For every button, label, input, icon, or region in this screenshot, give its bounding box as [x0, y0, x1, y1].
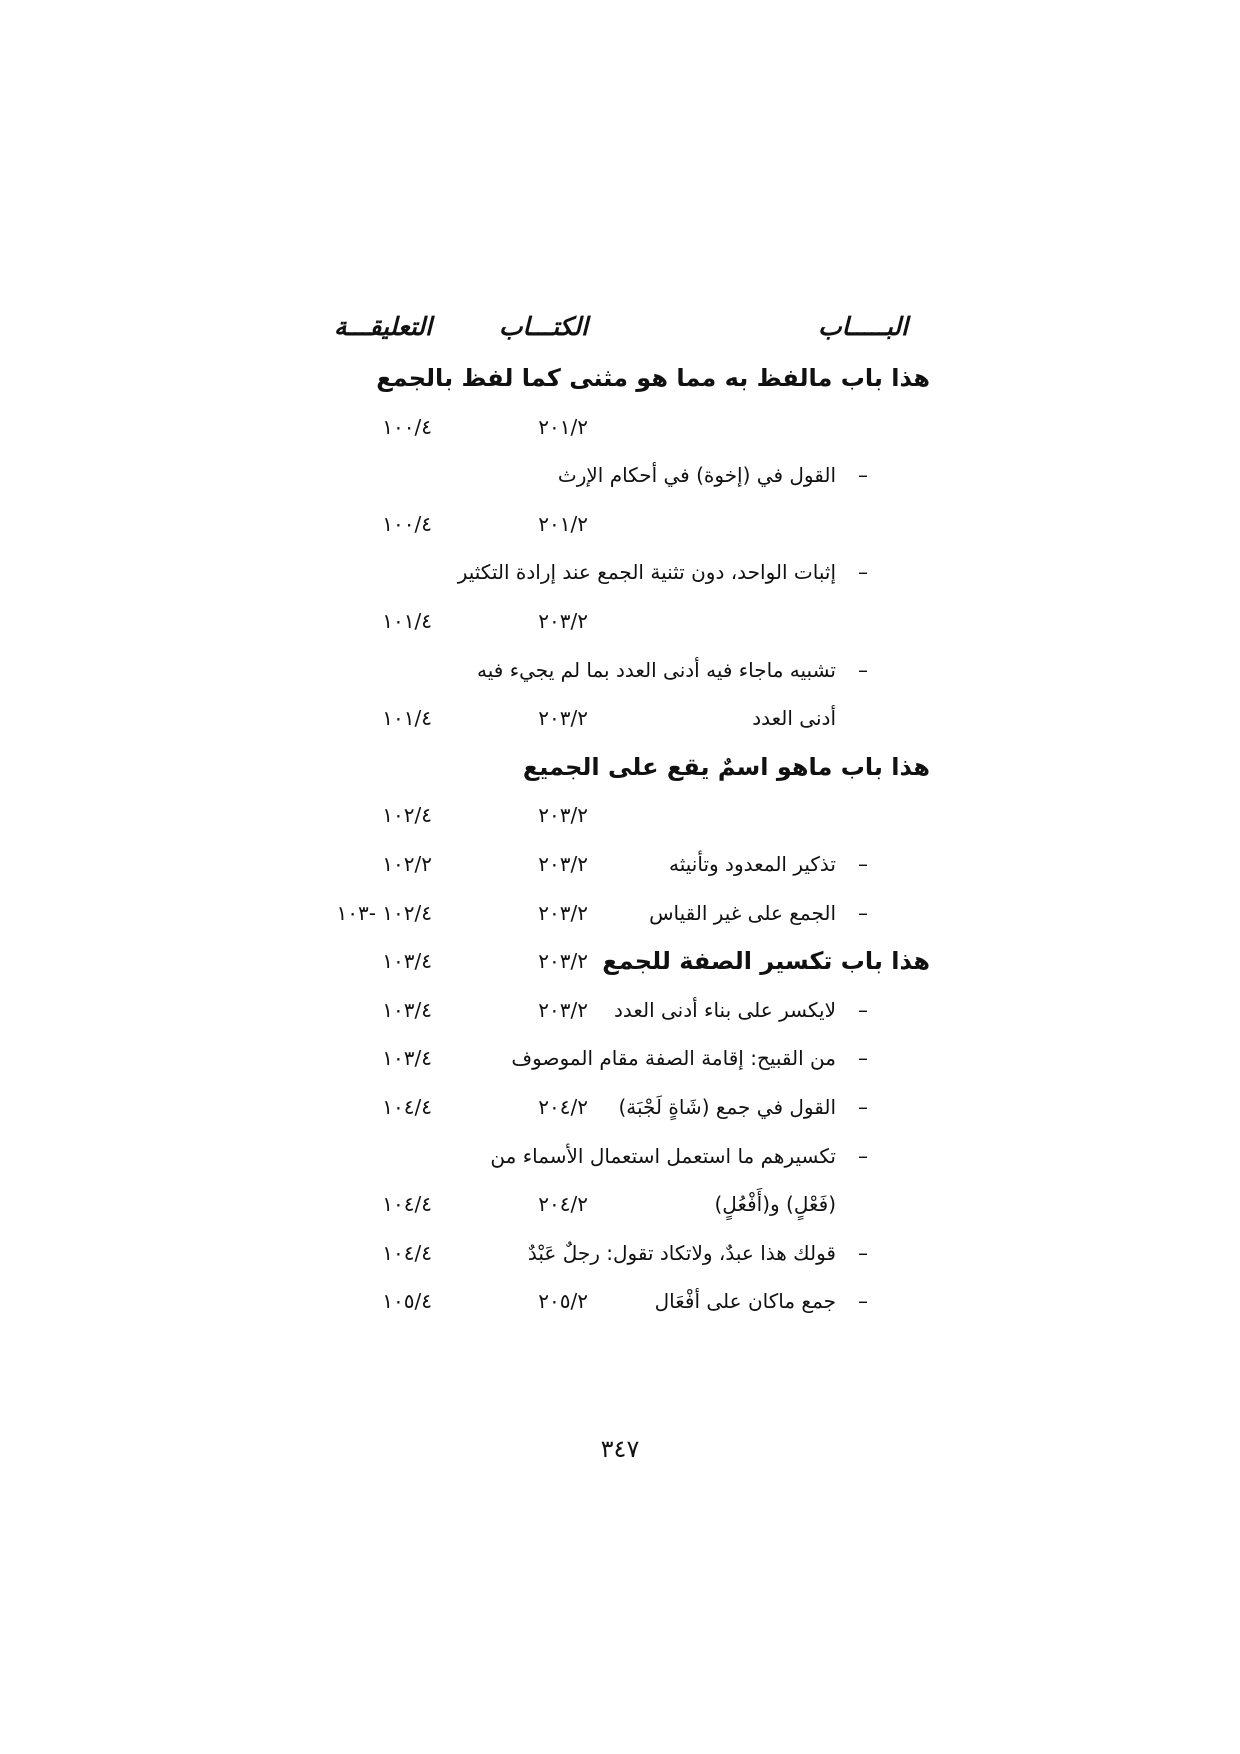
kitab-reference: ٢٠٣/٢ [538, 803, 588, 827]
topic-continuation: (فَعْلٍ) و(أَفْعُلٍ) [714, 1192, 836, 1216]
kitab-reference: ٢٠٤/٢ [538, 1095, 588, 1119]
column-header-kitab: الكتـــاب [498, 312, 588, 341]
kitab-reference: ٢٠١/٢ [538, 415, 588, 439]
taliqa-reference: ١٠١/٤ [382, 609, 432, 633]
bullet-dash: – [858, 998, 868, 1022]
topic-text: من القبيح: إقامة الصفة مقام الموصوف [511, 1046, 836, 1070]
bullet-dash: – [858, 658, 868, 682]
kitab-reference: ٢٠٣/٢ [538, 998, 588, 1022]
index-row [0, 650, 1240, 690]
kitab-reference: ٢٠٤/٢ [538, 1192, 588, 1216]
kitab-reference: ٢٠٣/٢ [538, 852, 588, 876]
bullet-dash: – [858, 463, 868, 487]
kitab-reference: ٢٠٣/٢ [538, 949, 588, 973]
topic-text: لايكسر على بناء أدنى العدد [613, 998, 836, 1022]
chapter-row [0, 747, 1240, 787]
topic-text: تذكير المعدود وتأنيثه [669, 852, 836, 876]
topic-text: إثبات الواحد، دون تثنية الجمع عند إرادة التكثير [457, 560, 836, 584]
chapter-row [0, 941, 1240, 981]
index-row [0, 407, 1240, 447]
taliqa-reference: ١٠٠/٤ [382, 512, 432, 536]
topic-text: القول في جمع (شَاةٍ لَجْبَة) [618, 1095, 836, 1119]
chapter-row [0, 358, 1240, 398]
chapter-title: هذا باب تكسير الصفة للجمع [602, 947, 930, 975]
taliqa-reference: ١٠٤/٤ [382, 1192, 432, 1216]
bullet-dash: – [858, 1095, 868, 1119]
topic-text: جمع ماكان على أفْعَال [654, 1289, 836, 1313]
taliqa-reference: ١٠٢/٤ -١٠٣ [336, 901, 432, 925]
bullet-dash: – [858, 1289, 868, 1313]
index-row [0, 1184, 1240, 1224]
index-row [0, 601, 1240, 641]
kitab-reference: ٢٠٣/٢ [538, 609, 588, 633]
index-row [0, 1233, 1240, 1273]
taliqa-reference: ١٠١/٤ [382, 706, 432, 730]
kitab-reference: ٢٠٣/٢ [538, 901, 588, 925]
topic-text: تكسيرهم ما استعمل استعمال الأسماء من [490, 1144, 836, 1168]
topic-text: الجمع على غير القياس [649, 901, 836, 925]
index-row [0, 1038, 1240, 1078]
index-row [0, 698, 1240, 738]
taliqa-reference: ١٠٥/٤ [382, 1289, 432, 1313]
bullet-dash: – [858, 560, 868, 584]
index-row [0, 1281, 1240, 1321]
bullet-dash: – [858, 1046, 868, 1070]
topic-text: القول في (إخوة) في أحكام الإرث [557, 463, 836, 487]
index-row [0, 504, 1240, 544]
topic-text: تشبيه ماجاء فيه أدنى العدد بما لم يجيء فيه [477, 658, 836, 682]
bullet-dash: – [858, 1144, 868, 1168]
taliqa-reference: ١٠٢/٤ [382, 803, 432, 827]
kitab-reference: ٢٠٣/٢ [538, 706, 588, 730]
taliqa-reference: ١٠٤/٤ [382, 1095, 432, 1119]
index-row [0, 990, 1240, 1030]
bullet-dash: – [858, 901, 868, 925]
taliqa-reference: ١٠٤/٤ [382, 1241, 432, 1265]
topic-continuation: أدنى العدد [752, 706, 836, 730]
index-row [0, 1136, 1240, 1176]
index-row [0, 455, 1240, 495]
bullet-dash: – [858, 1241, 868, 1265]
index-row [0, 795, 1240, 835]
taliqa-reference: ١٠٠/٤ [382, 415, 432, 439]
index-row [0, 552, 1240, 592]
bullet-dash: – [858, 852, 868, 876]
page-number: ٣٤٧ [600, 1435, 640, 1463]
taliqa-reference: ١٠٣/٤ [382, 949, 432, 973]
index-row [0, 1087, 1240, 1127]
kitab-reference: ٢٠٥/٢ [538, 1289, 588, 1313]
topic-text: قولك هذا عبدٌ، ولاتكاد تقول: رجلٌ عَبْدٌ [527, 1241, 836, 1265]
taliqa-reference: ١٠٣/٤ [382, 998, 432, 1022]
column-header-taliqa: التعليقـــة [333, 312, 432, 341]
chapter-title: هذا باب ماهو اسمٌ يقع على الجميع [522, 753, 930, 781]
index-row [0, 893, 1240, 933]
column-header-bab: البـــــاب [818, 312, 908, 341]
chapter-title: هذا باب مالفظ به مما هو مثنى كما لفظ بالجمع [376, 364, 930, 392]
taliqa-reference: ١٠٣/٤ [382, 1046, 432, 1070]
taliqa-reference: ١٠٢/٢ [382, 852, 432, 876]
kitab-reference: ٢٠١/٢ [538, 512, 588, 536]
index-row [0, 844, 1240, 884]
